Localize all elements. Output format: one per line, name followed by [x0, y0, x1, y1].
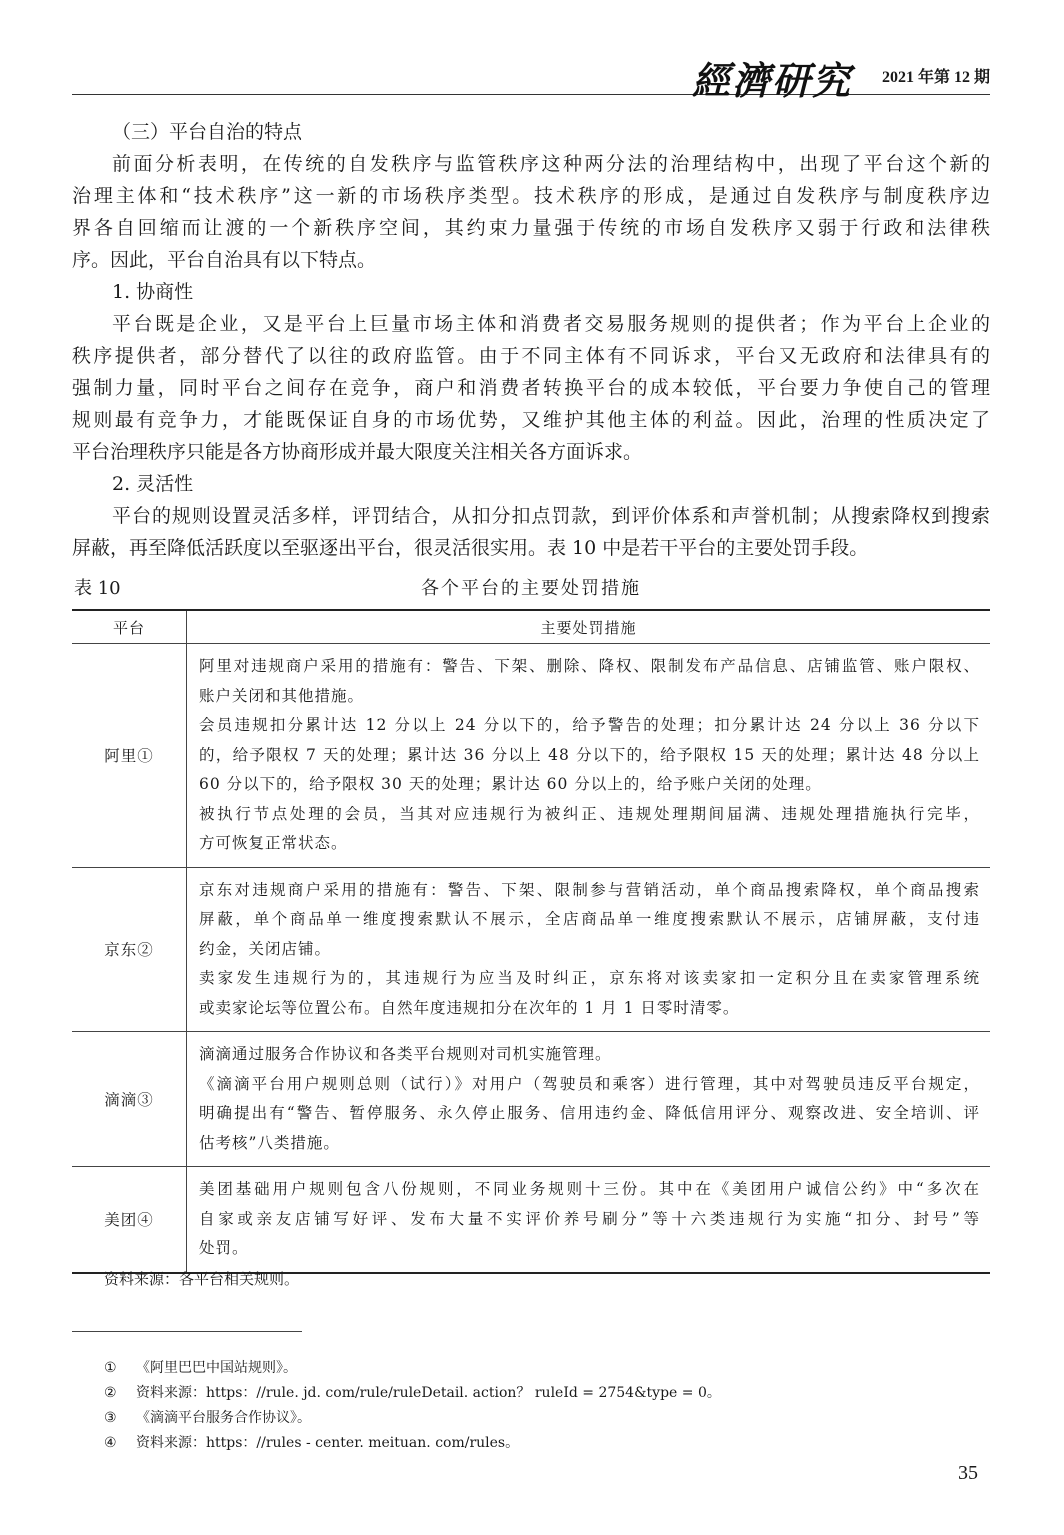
measures-cell — [187, 644, 991, 868]
table-title: 各个平台的主要处罚措施 — [421, 578, 641, 599]
issue-label: 2021 年第 12 期 — [881, 69, 990, 86]
cell-line: 明确提出有“警告、暂停服务、永久停止服务、信用违约金、降低信用评分、观察改进、安全培训、评 — [199, 1104, 980, 1122]
text-line: 规则最有竞争力，才能既保证自身的市场优势，又维护其他主体的利益。因此，治理的性质决定了 — [72, 409, 990, 431]
running-header — [72, 50, 990, 103]
cell-line: 方可恢复正常状态。 — [199, 834, 348, 852]
footnotes — [104, 1356, 721, 1456]
cell-line: 卖家发生违规行为的，其违规行为应当及时纠正，京东将对该卖家扣一定积分且在卖家管理系统 — [199, 969, 980, 987]
text-line: 平台的规则设置灵活多样，评罚结合，从扣分扣点罚款，到评价体系和声誉机制；从搜索降权到搜索 — [112, 505, 990, 527]
cell-line: 滴滴通过服务合作协议和各类平台规则对司机实施管理。 — [199, 1045, 612, 1063]
table-row — [72, 867, 990, 1032]
table-row — [72, 644, 990, 868]
text-line: 屏蔽，再至降低活跃度以至驱逐出平台，很灵活很实用。表 10 中是若干平台的主要处罚手段。 — [72, 537, 869, 559]
cell-line: 的，给予限权 7 天的处理；累计达 36 分以上 48 分以下的，给予限权 15 天的处理；累计达 48 分以上 — [199, 745, 980, 764]
subsection-heading: 1. 协商性 — [112, 281, 194, 303]
footnote — [104, 1431, 721, 1456]
table-header-row — [72, 610, 990, 644]
cell-line: 会员违规扣分累计达 12 分以上 24 分以下的，给予警告的处理；扣分累计达 24 分以上 36 分以下 — [199, 716, 980, 734]
cell-line: 被执行节点处理的会员，当其对应违规行为被纠正、违规处理期间届满、违规处理措施执行完毕， — [199, 804, 980, 823]
footnote — [104, 1406, 721, 1431]
cell-line: 约金，关闭店铺。 — [199, 939, 332, 958]
cell-line: 估考核”八类措施。 — [199, 1133, 340, 1152]
text-line: 平台既是企业，又是平台上巨量市场主体和消费者交易服务规则的提供者；作为平台上企业的 — [112, 313, 990, 335]
measures-cell — [187, 1032, 991, 1167]
cell-line: 或卖家论坛等位置公布。自然年度违规扣分在次年的 1 月 1 日零时清零。 — [199, 998, 740, 1017]
text-line: 平台治理秩序只能是各方协商形成并最大限度关注相关各方面诉求。 — [72, 441, 643, 463]
cell-line: 账户关闭和其他措施。 — [199, 686, 365, 705]
footnote-text: 资料来源：https：//rules - center. meituan. com/rules。 — [136, 1435, 520, 1451]
column-header-platform: 平台 — [72, 610, 187, 644]
platform-cell: 京东② — [72, 867, 187, 1032]
text-line: 序。因此，平台自治具有以下特点。 — [72, 249, 377, 271]
measures-cell — [187, 867, 991, 1032]
footnote — [104, 1356, 721, 1381]
cell-line: 美团基础用户规则包含八份规则，不同业务规则十三份。其中在《美团用户诚信公约》中“多次在 — [199, 1180, 980, 1198]
footnote-text: 《滴滴平台服务合作协议》。 — [136, 1410, 311, 1426]
footnote-mark: ③ — [104, 1410, 117, 1426]
table-row — [72, 1167, 990, 1273]
penalty-table — [72, 609, 990, 1274]
cell-line: 60 分以下的，给予限权 30 天的处理；累计达 60 分以上的，给予账户关闭的处理。 — [199, 775, 822, 793]
table-row — [72, 1032, 990, 1167]
table-number: 表 10 — [74, 578, 121, 599]
section-heading: （三）平台自治的特点 — [112, 121, 303, 143]
text-line: 前面分析表明，在传统的自发秩序与监管秩序这种两分法的治理结构中，出现了平台这个新的 — [112, 153, 990, 175]
cell-line: 《滴滴平台用户规则总则（试行）》对用户（驾驶员和乘客）进行管理，其中对驾驶员违反平台规定， — [199, 1074, 980, 1093]
subsection-heading: 2. 灵活性 — [112, 473, 194, 495]
page-number: 35 — [958, 1462, 978, 1484]
cell-line: 阿里对违规商户采用的措施有：警告、下架、删除、降权、限制发布产品信息、店铺监管、账户限权、 — [199, 657, 980, 675]
measures-cell — [187, 1167, 991, 1273]
text-line: 界各自回缩而让渡的一个新秩序空间，其约束力量强于传统的市场自发秩序又弱于行政和法律秩 — [72, 217, 990, 239]
text-line: 强制力量，同时平台之间存在竞争，商户和消费者转换平台的成本较低，平台要力争使自己的管理 — [72, 377, 990, 399]
footnote — [104, 1381, 721, 1406]
journal-logo: 經濟研究 — [691, 58, 852, 103]
text-line: 秩序提供者，部分替代了以往的政府监管。由于不同主体有不同诉求，平台又无政府和法律具有的 — [72, 345, 990, 367]
footnote-text: 《阿里巴巴中国站规则》。 — [136, 1360, 297, 1376]
cell-line: 处罚。 — [199, 1239, 249, 1257]
cell-line: 自家或亲友店铺写好评、发布大量不实评价养号刷分”等十六类违规行为实施“扣分、封号”等 — [199, 1209, 980, 1228]
section-intro — [72, 116, 990, 564]
footnote-mark: ② — [104, 1385, 117, 1401]
table-source-note: 资料来源：各平台相关规则。 — [104, 1270, 300, 1288]
footnote-mark: ④ — [104, 1435, 117, 1451]
column-header-measures: 主要处罚措施 — [187, 610, 991, 644]
cell-line: 屏蔽，单个商品单一维度搜索默认不展示，全店商品单一维度搜索默认不展示，店铺屏蔽，支付违 — [199, 910, 980, 928]
footnote-divider — [72, 1331, 302, 1332]
platform-cell: 滴滴③ — [72, 1032, 187, 1167]
platform-cell: 阿里① — [72, 644, 187, 868]
cell-line: 京东对违规商户采用的措施有：警告、下架、限制参与营销活动，单个商品搜索降权，单个商品搜索 — [199, 880, 980, 899]
footnote-text: 资料来源：https：//rule. jd. com/rule/ruleDetail. action？ ruleId = 2754&type = 0。 — [136, 1385, 721, 1401]
text-line: 治理主体和“技术秩序”这一新的市场秩序类型。技术秩序的形成，是通过自发秩序与制度秩序边 — [72, 185, 990, 207]
platform-cell: 美团④ — [72, 1167, 187, 1273]
footnote-mark: ① — [104, 1360, 117, 1376]
table-caption — [72, 575, 990, 603]
